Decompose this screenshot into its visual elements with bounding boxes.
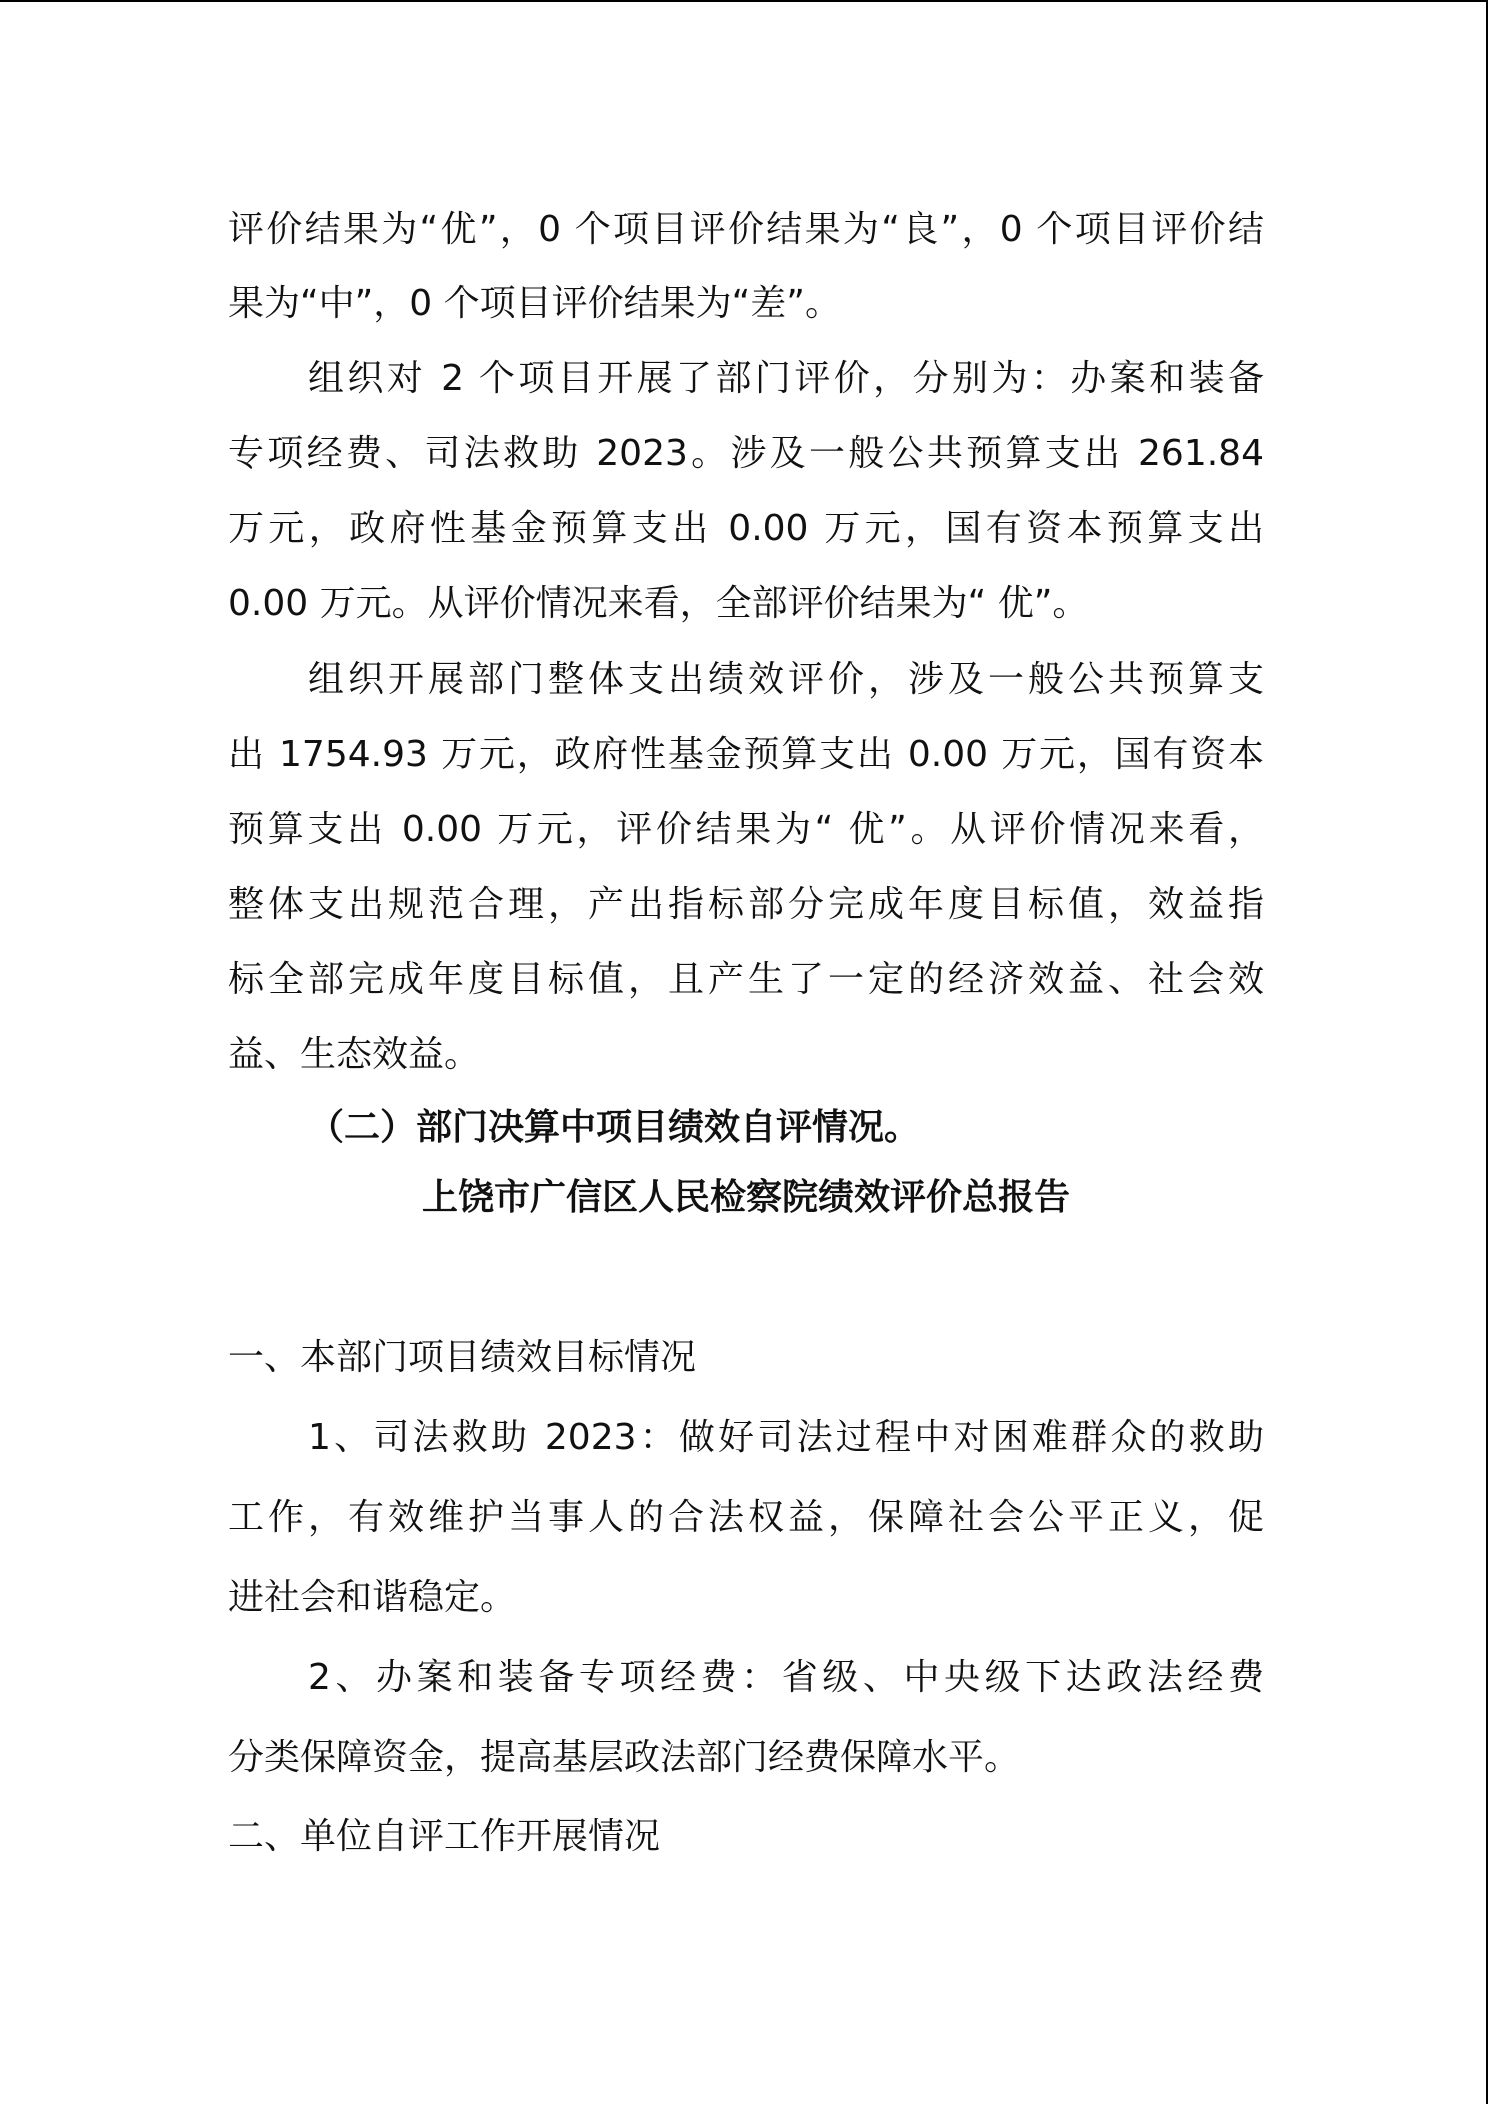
paragraph-line: 万元，政府性基金预算支出 0.00 万元，国有资本预算支出 xyxy=(228,508,1264,549)
paragraph-line: 分类保障资金，提高基层政法部门经费保障水平。 xyxy=(228,1737,1021,1778)
paragraph-line: 专项经费、司法救助 2023。涉及一般公共预算支出 261.84 xyxy=(228,433,1264,474)
paragraph-line: 工作，有效维护当事人的合法权益，保障社会公平正义，促 xyxy=(228,1497,1264,1538)
paragraph-line: 预算支出 0.00 万元，评价结果为“ 优”。从评价情况来看， xyxy=(228,809,1264,850)
paragraph-line: 标全部完成年度目标值，且产生了一定的经济效益、社会效 xyxy=(228,959,1264,1000)
paragraph-line: 益、生态效益。 xyxy=(228,1034,481,1075)
section-heading: （二）部门决算中项目绩效自评情况。 xyxy=(308,1107,921,1148)
report-title: 上饶市广信区人民检察院绩效评价总报告 xyxy=(421,1177,1070,1218)
paragraph-line: 果为“中”，0 个项目评价结果为“差”。 xyxy=(228,283,841,324)
paragraph-line: 组织开展部门整体支出绩效评价，涉及一般公共预算支 xyxy=(308,659,1264,700)
paragraph-line: 评价结果为“优”，0 个项目评价结果为“良”，0 个项目评价结 xyxy=(228,209,1264,250)
paragraph-line: 1、司法救助 2023：做好司法过程中对困难群众的救助 xyxy=(308,1417,1264,1458)
paragraph-line: 出 1754.93 万元，政府性基金预算支出 0.00 万元，国有资本 xyxy=(228,734,1264,775)
paragraph-line: 0.00 万元。从评价情况来看，全部评价结果为“ 优”。 xyxy=(228,583,1089,624)
paragraph-line: 组织对 2 个项目开展了部门评价，分别为：办案和装备 xyxy=(308,358,1264,399)
paragraph-line: 整体支出规范合理，产出指标部分完成年度目标值，效益指 xyxy=(228,884,1264,925)
section-heading: 一、本部门项目绩效目标情况 xyxy=(228,1337,697,1378)
paragraph-line: 2、办案和装备专项经费：省级、中央级下达政法经费 xyxy=(308,1657,1264,1698)
paragraph-line: 进社会和谐稳定。 xyxy=(228,1577,517,1618)
section-heading: 二、单位自评工作开展情况 xyxy=(228,1816,661,1857)
